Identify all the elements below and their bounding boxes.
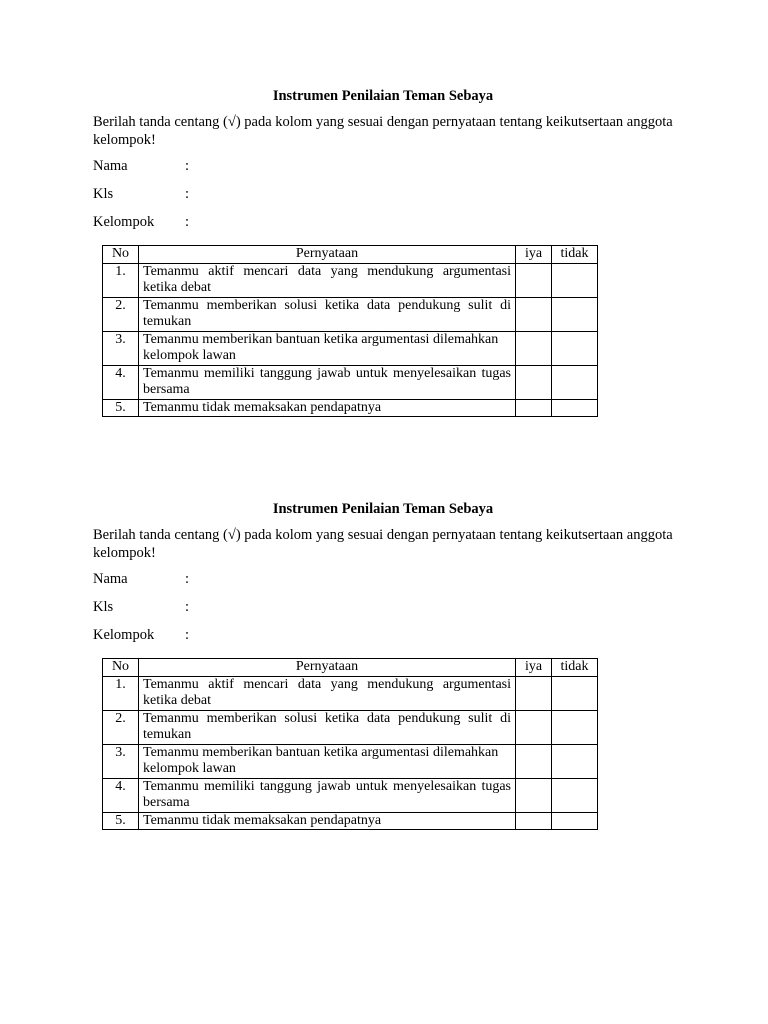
yes-checkbox-cell[interactable] — [516, 297, 552, 331]
form-instructions: Berilah tanda centang (√) pada kolom yang sesuai dengan pernyataan tentang keikutsertaan anggota kelompok! — [93, 527, 673, 561]
table-row — [103, 399, 598, 417]
assessment-form-2 — [93, 501, 673, 828]
no-checkbox-cell[interactable] — [552, 744, 598, 778]
row-number: 4. — [103, 365, 139, 399]
header-no: No — [103, 659, 139, 677]
table-row — [103, 710, 598, 744]
row-number: 2. — [103, 710, 139, 744]
row-statement: Temanmu memberikan bantuan ketika argumentasi dilemahkan kelompok lawan — [139, 331, 516, 365]
no-checkbox-cell[interactable] — [552, 812, 598, 830]
class-field — [93, 599, 673, 627]
yes-checkbox-cell[interactable] — [516, 365, 552, 399]
row-number: 3. — [103, 331, 139, 365]
name-label: Nama — [93, 571, 128, 587]
class-field — [93, 186, 673, 214]
row-statement: Temanmu tidak memaksakan pendapatnya — [139, 812, 516, 830]
row-number: 4. — [103, 778, 139, 812]
header-no-answer: tidak — [552, 246, 598, 264]
assessment-table — [102, 658, 598, 830]
assessment-table — [102, 245, 598, 417]
name-label: Nama — [93, 158, 128, 174]
no-checkbox-cell[interactable] — [552, 710, 598, 744]
row-statement: Temanmu aktif mencari data yang mendukung argumentasi ketika debat — [139, 263, 516, 297]
table-row — [103, 331, 598, 365]
row-statement: Temanmu memberikan solusi ketika data pendukung sulit di temukan — [139, 710, 516, 744]
assessment-form-1 — [93, 88, 673, 415]
group-colon: : — [185, 214, 190, 230]
no-checkbox-cell[interactable] — [552, 399, 598, 417]
table-row — [103, 676, 598, 710]
yes-checkbox-cell[interactable] — [516, 331, 552, 365]
no-checkbox-cell[interactable] — [552, 263, 598, 297]
class-label: Kls — [93, 599, 114, 615]
table-row — [103, 365, 598, 399]
header-no: No — [103, 246, 139, 264]
group-label: Kelompok — [93, 627, 155, 643]
form-instructions: Berilah tanda centang (√) pada kolom yang sesuai dengan pernyataan tentang keikutsertaan anggota kelompok! — [93, 114, 673, 148]
table-header-row — [103, 659, 598, 677]
no-checkbox-cell[interactable] — [552, 297, 598, 331]
table-row — [103, 812, 598, 830]
row-number: 3. — [103, 744, 139, 778]
header-yes: iya — [516, 246, 552, 264]
no-checkbox-cell[interactable] — [552, 676, 598, 710]
header-statement: Pernyataan — [139, 246, 516, 264]
row-statement: Temanmu tidak memaksakan pendapatnya — [139, 399, 516, 417]
class-label: Kls — [93, 186, 114, 202]
row-number: 2. — [103, 297, 139, 331]
row-statement: Temanmu aktif mencari data yang mendukung argumentasi ketika debat — [139, 676, 516, 710]
table-row — [103, 744, 598, 778]
name-colon: : — [185, 571, 190, 587]
yes-checkbox-cell[interactable] — [516, 676, 552, 710]
name-field — [93, 158, 673, 186]
group-colon: : — [185, 627, 190, 643]
class-colon: : — [185, 186, 190, 202]
yes-checkbox-cell[interactable] — [516, 710, 552, 744]
form-title: Instrumen Penilaian Teman Sebaya — [272, 501, 494, 517]
row-statement: Temanmu memberikan solusi ketika data pendukung sulit di temukan — [139, 297, 516, 331]
no-checkbox-cell[interactable] — [552, 778, 598, 812]
group-label: Kelompok — [93, 214, 155, 230]
yes-checkbox-cell[interactable] — [516, 744, 552, 778]
table-row — [103, 263, 598, 297]
yes-checkbox-cell[interactable] — [516, 812, 552, 830]
name-field — [93, 571, 673, 599]
row-statement: Temanmu memiliki tanggung jawab untuk menyelesaikan tugas bersama — [139, 778, 516, 812]
group-field — [93, 214, 673, 242]
header-statement: Pernyataan — [139, 659, 516, 677]
no-checkbox-cell[interactable] — [552, 365, 598, 399]
table-header-row — [103, 246, 598, 264]
yes-checkbox-cell[interactable] — [516, 263, 552, 297]
yes-checkbox-cell[interactable] — [516, 399, 552, 417]
header-no-answer: tidak — [552, 659, 598, 677]
row-number: 1. — [103, 676, 139, 710]
yes-checkbox-cell[interactable] — [516, 778, 552, 812]
table-row — [103, 297, 598, 331]
name-colon: : — [185, 158, 190, 174]
no-checkbox-cell[interactable] — [552, 331, 598, 365]
row-number: 1. — [103, 263, 139, 297]
header-yes: iya — [516, 659, 552, 677]
row-number: 5. — [103, 812, 139, 830]
form-title: Instrumen Penilaian Teman Sebaya — [272, 88, 494, 104]
row-statement: Temanmu memiliki tanggung jawab untuk menyelesaikan tugas bersama — [139, 365, 516, 399]
table-row — [103, 778, 598, 812]
row-number: 5. — [103, 399, 139, 417]
group-field — [93, 627, 673, 655]
row-statement: Temanmu memberikan bantuan ketika argumentasi dilemahkan kelompok lawan — [139, 744, 516, 778]
class-colon: : — [185, 599, 190, 615]
